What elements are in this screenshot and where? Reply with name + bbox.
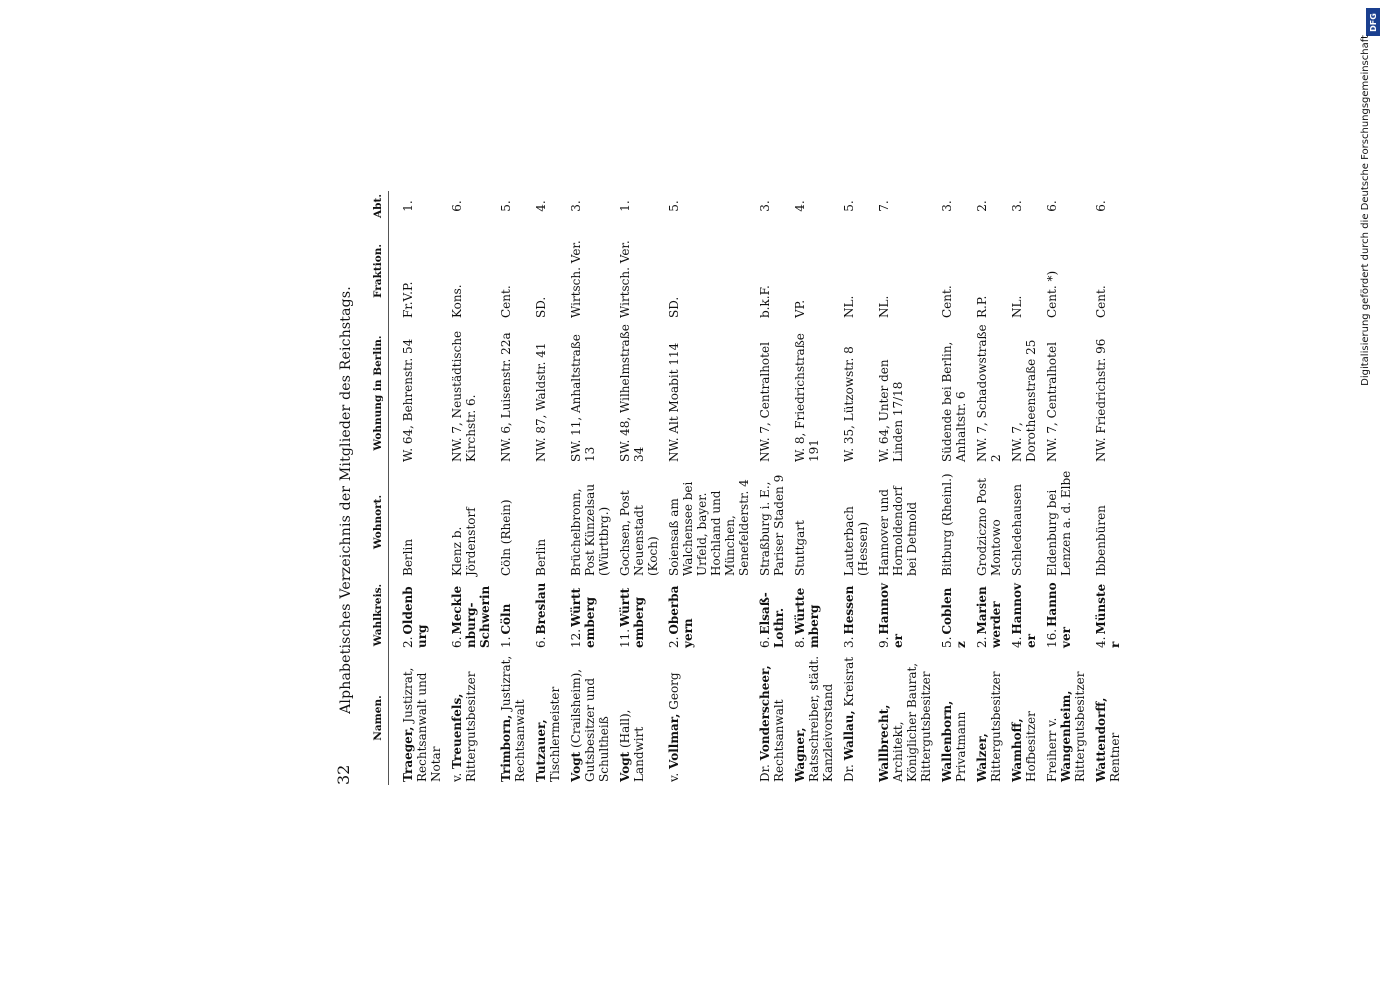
wahlkreis-cell [839, 579, 874, 651]
column-header-fraktion: Fraktion. [371, 221, 389, 321]
abt-cell [755, 191, 790, 221]
member-name: Wangenheim, [1059, 690, 1073, 782]
member-name-cell [1091, 651, 1126, 785]
fraktion-cell [972, 221, 1007, 321]
fraktion-cell [755, 221, 790, 321]
member-name: Vogt [618, 751, 632, 782]
dfg-logo-icon [1366, 8, 1380, 36]
abt-value: 3. [1010, 200, 1024, 212]
wahlkreis-name: Coblenz [940, 587, 968, 648]
table-row [531, 191, 566, 785]
member-occupation: Ratsschreiber, städt. Kanzleivorstand [807, 655, 835, 782]
table-row [874, 191, 937, 785]
fraktion-value: Cent. [940, 285, 954, 318]
wahlkreis-name: Oldenburg [401, 586, 429, 648]
member-name: Vollmar, [667, 713, 681, 769]
table-row [398, 191, 447, 785]
header-spacer [389, 191, 399, 785]
member-prefix: Dr. [842, 764, 856, 782]
wohnort-value: Hannover und Hornoldendorf bei Detmold [877, 486, 919, 576]
member-name: Traeger, [401, 726, 415, 782]
wahlkreis-cell [972, 579, 1007, 651]
abt-value: 7. [877, 200, 891, 212]
wahlkreis-number: 5. [940, 636, 954, 648]
wahlkreis-cell [1042, 579, 1091, 651]
wohnort-cell [874, 465, 937, 579]
member-name-cell [937, 651, 972, 785]
fraktion-cell [839, 221, 874, 321]
fraktion-cell [566, 221, 615, 321]
abt-cell [1042, 191, 1091, 221]
wohnort-value: Grodziczno Post Montowo [975, 478, 1003, 576]
abt-value: 6. [1045, 200, 1059, 212]
wahlkreis-name: Breslau [534, 582, 548, 635]
wohnung-value: W. 8, Friedrichstraße 191 [793, 333, 821, 462]
abt-cell [664, 191, 755, 221]
abt-value: 5. [667, 200, 681, 212]
member-name: Wallau, [842, 710, 856, 761]
wohnort-cell [1007, 465, 1042, 579]
wohnung-cell [615, 321, 664, 465]
table-row [1007, 191, 1042, 785]
wohnort-value: Klenz b. Jördenstorf [450, 507, 478, 576]
abt-cell [874, 191, 937, 221]
member-occupation: Rittergutsbesitzer [989, 671, 1003, 782]
wahlkreis-cell [1091, 579, 1126, 651]
wohnung-cell [755, 321, 790, 465]
wahlkreis-number: 3. [842, 636, 856, 648]
table-row [937, 191, 972, 785]
fraktion-value: Fr.V.P. [401, 281, 415, 318]
member-occupation: (Hall), Landwirt [618, 709, 646, 782]
member-name: Wattendorff, [1094, 697, 1108, 782]
member-occupation: Rechtsanwalt [772, 699, 786, 782]
wahlkreis-name: Cöln [499, 603, 513, 635]
fraktion-value: Cent. [499, 285, 513, 318]
abt-value: 4. [793, 200, 807, 212]
column-header-wahlkreis: Wahlkreis. [371, 579, 389, 651]
member-name: Trimborn, [499, 714, 513, 782]
fraktion-value: R.P. [975, 295, 989, 318]
fraktion-value: NL. [877, 295, 891, 318]
wohnort-cell [937, 465, 972, 579]
abt-cell [1007, 191, 1042, 221]
wohnung-value: NW. 7, Dorotheenstraße 25 [1010, 339, 1038, 462]
table-row [496, 191, 531, 785]
fraktion-value: SD. [667, 296, 681, 318]
wohnort-cell [755, 465, 790, 579]
member-name: Wamhoff, [1010, 718, 1024, 782]
abt-value: 1. [618, 200, 632, 212]
abt-cell [972, 191, 1007, 221]
wohnung-value: NW. 7, Neustädtische Kirchstr. 6. [450, 330, 478, 462]
wahlkreis-name: Elsaß-Lothr. [758, 592, 786, 648]
fraktion-cell [790, 221, 839, 321]
wohnung-cell [496, 321, 531, 465]
wohnort-cell [1042, 465, 1091, 579]
wohnort-cell [496, 465, 531, 579]
wahlkreis-cell [874, 579, 937, 651]
member-occupation: Georg [667, 672, 681, 710]
wahlkreis-number: 11. [618, 628, 632, 648]
member-name-cell [1007, 651, 1042, 785]
wohnung-cell [874, 321, 937, 465]
fraktion-cell [447, 221, 496, 321]
abt-cell [615, 191, 664, 221]
wahlkreis-number: 8. [793, 636, 807, 648]
abt-value: 5. [499, 200, 513, 212]
wahlkreis-cell [755, 579, 790, 651]
wahlkreis-cell [566, 579, 615, 651]
abt-cell [790, 191, 839, 221]
wohnort-value: Gochsen, Post Neuenstadt (Koch) [618, 490, 660, 576]
column-header-abt: Abt. [371, 191, 389, 221]
member-name: Wallbrecht, [877, 704, 891, 782]
fraktion-value: b.k.F. [758, 285, 772, 318]
wahlkreis-cell [447, 579, 496, 651]
fraktion-cell [531, 221, 566, 321]
wohnung-cell [447, 321, 496, 465]
wohnung-cell [937, 321, 972, 465]
wahlkreis-number: 4. [1010, 636, 1024, 648]
column-header-wohnort: Wohnort. [371, 465, 389, 579]
wohnort-cell [398, 465, 447, 579]
member-name-cell [447, 651, 496, 785]
wohnort-value: Cöln (Rhein) [499, 499, 513, 576]
fraktion-cell [615, 221, 664, 321]
fraktion-cell [1007, 221, 1042, 321]
wohnort-value: Stuttgart [793, 520, 807, 576]
table-row [972, 191, 1007, 785]
abt-value: 1. [401, 200, 415, 212]
wohnung-cell [790, 321, 839, 465]
wahlkreis-number: 6. [758, 636, 772, 648]
wohnung-cell [664, 321, 755, 465]
abt-cell [496, 191, 531, 221]
fraktion-value: VP. [793, 299, 807, 318]
fraktion-value: Wirtsch. Ver. [618, 240, 632, 318]
member-occupation: Rittergutsbesitzer [464, 671, 478, 782]
wohnung-cell [839, 321, 874, 465]
wohnung-cell [398, 321, 447, 465]
table-row [790, 191, 839, 785]
wahlkreis-number: 2. [975, 636, 989, 648]
wahlkreis-name: Mecklenburg-Schwerin [450, 585, 492, 648]
wahlkreis-name: Münster [1094, 583, 1122, 648]
scanned-page [334, 194, 1122, 785]
abt-cell [531, 191, 566, 221]
wohnort-cell [664, 465, 755, 579]
wahlkreis-name: Württemberg [793, 587, 821, 648]
wahlkreis-name: Württemberg [569, 587, 597, 648]
wohnort-value: Eldenburg bei Lenzen a. d. Elbe [1045, 470, 1073, 576]
wohnung-value: W. 64, Behrenstr. 54 [401, 338, 415, 462]
table-row [1091, 191, 1126, 785]
wahlkreis-cell [1007, 579, 1042, 651]
wohnort-cell [1091, 465, 1126, 579]
fraktion-cell [874, 221, 937, 321]
table-row [664, 191, 755, 785]
wohnung-value: Südende bei Berlin, Anhaltstr. 6 [940, 341, 968, 462]
member-prefix: Dr. [758, 764, 772, 782]
fraktion-cell [496, 221, 531, 321]
abt-value: 3. [758, 200, 772, 212]
fraktion-cell [1042, 221, 1091, 321]
member-name-cell [566, 651, 615, 785]
abt-value: 6. [1094, 200, 1108, 212]
wohnort-cell [790, 465, 839, 579]
fraktion-cell [398, 221, 447, 321]
abt-value: 3. [569, 200, 583, 212]
dfg-attribution-text: Digitalisierung gefördert durch die Deutsche Forschungsgemeinschaft [1360, 35, 1371, 386]
wahlkreis-name: Oberbayern [667, 585, 695, 648]
wahlkreis-name: Hannover [1045, 582, 1073, 648]
wohnung-value: SW. 48, Wilhelmstraße 34 [618, 324, 646, 462]
wahlkreis-number: 4. [1094, 636, 1108, 648]
abt-value: 6. [450, 200, 464, 212]
wohnort-value: Schledehausen [1010, 484, 1024, 576]
member-name-cell [615, 651, 664, 785]
table-body [389, 191, 1127, 785]
wahlkreis-number: 16. [1045, 628, 1059, 648]
wahlkreis-name: Hessen [842, 585, 856, 635]
member-name-cell [531, 651, 566, 785]
wohnung-value: NW. 7, Schadowstraße 2 [975, 324, 1003, 462]
wohnung-value: NW. 7, Centralhotel [758, 342, 772, 462]
wohnort-value: Ibbenbüren [1094, 505, 1108, 576]
member-name-cell [874, 651, 937, 785]
fraktion-cell [664, 221, 755, 321]
wohnung-cell [1042, 321, 1091, 465]
page-header [334, 215, 357, 785]
wohnort-value: Berlin [401, 538, 415, 576]
abt-cell [398, 191, 447, 221]
fraktion-value: Kons. [450, 284, 464, 318]
member-occupation: Kreisrat [842, 656, 856, 707]
wohnort-cell [615, 465, 664, 579]
member-occupation: Hofbesitzer [1024, 711, 1038, 782]
wahlkreis-number: 12. [569, 628, 583, 648]
fraktion-cell [1091, 221, 1126, 321]
wohnung-value: NW. 87, Waldstr. 41 [534, 342, 548, 462]
abt-value: 5. [842, 200, 856, 212]
table-row [839, 191, 874, 785]
wahlkreis-number: 9. [877, 636, 891, 648]
member-occupation: Privatmann [954, 711, 968, 782]
wahlkreis-cell [937, 579, 972, 651]
dfg-logo-text: DFG [1368, 12, 1378, 32]
wahlkreis-number: 2. [667, 636, 681, 648]
wahlkreis-number: 2. [401, 636, 415, 648]
table-row [615, 191, 664, 785]
abt-value: 4. [534, 200, 548, 212]
member-occupation: Architekt, Königlicher Baurat, Rittergutsbesitzer [891, 662, 933, 782]
fraktion-value: Cent. *) [1045, 270, 1059, 318]
member-occupation: Rentner [1108, 732, 1122, 782]
page-title: Alphabetisches Verzeichnis der Mitglieder des Reichstags. [338, 286, 354, 714]
member-name-cell [755, 651, 790, 785]
member-prefix: v. [450, 772, 464, 782]
wahlkreis-name: Marienwerder [975, 586, 1003, 648]
wohnort-value: Straßburg i. E., Pariser Staden 9 [758, 474, 786, 576]
member-occupation: Tischlermeister [548, 686, 562, 782]
wohnung-value: SW. 11, Anhaltstraße 13 [569, 334, 597, 462]
wahlkreis-cell [531, 579, 566, 651]
wohnort-cell [447, 465, 496, 579]
table-row [447, 191, 496, 785]
abt-cell [447, 191, 496, 221]
wohnort-value: Lauterbach (Hessen) [842, 506, 870, 576]
member-name-cell [972, 651, 1007, 785]
wohnung-cell [1091, 321, 1126, 465]
wahlkreis-name: Württemberg [618, 587, 646, 648]
member-name: Tutzauer, [534, 719, 548, 782]
abt-cell [839, 191, 874, 221]
member-name: Treuenfels, [450, 693, 464, 769]
member-name: Vonderscheer, [758, 665, 772, 761]
wahlkreis-number: 6. [450, 636, 464, 648]
wahlkreis-cell [496, 579, 531, 651]
member-occupation: Rittergutsbesitzer [1073, 671, 1087, 782]
abt-value: 2. [975, 200, 989, 212]
wohnort-cell [839, 465, 874, 579]
members-table [371, 191, 1126, 785]
wohnung-cell [1007, 321, 1042, 465]
wahlkreis-name: Hannover [1010, 583, 1038, 648]
abt-cell [1091, 191, 1126, 221]
member-name-cell [664, 651, 755, 785]
table-row [1042, 191, 1091, 785]
fraktion-value: Wirtsch. Ver. [569, 240, 583, 318]
wohnung-value: NW. Friedrichstr. 96 [1094, 338, 1108, 462]
wohnort-cell [566, 465, 615, 579]
wahlkreis-cell [790, 579, 839, 651]
wohnort-value: Bitburg (Rheinl.) [940, 473, 954, 576]
wohnung-value: NW. 6, Luisenstr. 22a [499, 332, 513, 462]
member-name-cell [398, 651, 447, 785]
wohnung-cell [531, 321, 566, 465]
wohnung-value: NW. 7, Centralhotel [1045, 342, 1059, 462]
member-prefix: v. [667, 772, 681, 782]
abt-value: 3. [940, 200, 954, 212]
wohnort-value: Soiensaß am Walchensee bei Urfeld, bayer. Hochland und München, Senefelderstr. 4 [667, 479, 751, 576]
wahlkreis-name: Hannover [877, 583, 905, 648]
member-name: Wagner, [793, 727, 807, 782]
member-name-cell [790, 651, 839, 785]
wohnung-cell [566, 321, 615, 465]
fraktion-cell [937, 221, 972, 321]
page-number: 32 [334, 764, 353, 785]
fraktion-value: Cent. [1094, 285, 1108, 318]
wohnung-value: NW. Alt Moabit 114 [667, 342, 681, 462]
wahlkreis-number: 1. [499, 636, 513, 648]
wahlkreis-number: 6. [534, 636, 548, 648]
column-header-wohnung: Wohnung in Berlin. [371, 321, 389, 465]
wahlkreis-cell [615, 579, 664, 651]
member-name-cell [839, 651, 874, 785]
wohnung-value: W. 64, Unter den Linden 17/18 [877, 359, 905, 462]
table-row [566, 191, 615, 785]
abt-cell [937, 191, 972, 221]
member-prefix: Freiherr v. [1045, 717, 1059, 782]
member-occupation: (Crailsheim), Gutsbesitzer und Schultheiß [569, 668, 611, 782]
member-occupation: Justizrat, Rechtsanwalt und Notar [401, 667, 443, 782]
fraktion-value: NL. [1010, 295, 1024, 318]
fraktion-value: SD. [534, 296, 548, 318]
member-name-cell [1042, 651, 1091, 785]
wohnort-value: Brüchelbronn, Post Künzelsau (Württbrg.) [569, 483, 611, 576]
member-name: Vogt [569, 751, 583, 782]
fraktion-value: NL. [842, 295, 856, 318]
wohnung-value: W. 35, Lützowstr. 8 [842, 346, 856, 462]
dfg-attribution [1360, 8, 1382, 408]
wohnort-cell [972, 465, 1007, 579]
column-header-name: Namen. [371, 651, 389, 785]
table-row [755, 191, 790, 785]
member-name-cell [496, 651, 531, 785]
wohnung-cell [972, 321, 1007, 465]
abt-cell [566, 191, 615, 221]
wohnort-value: Berlin [534, 538, 548, 576]
wohnort-cell [531, 465, 566, 579]
table-header-row [371, 191, 389, 785]
member-occupation: Justizrat, Rechtsanwalt [499, 655, 527, 782]
member-name: Wallenborn, [940, 700, 954, 782]
wahlkreis-cell [664, 579, 755, 651]
member-name: Walzer, [975, 733, 989, 782]
wahlkreis-cell [398, 579, 447, 651]
